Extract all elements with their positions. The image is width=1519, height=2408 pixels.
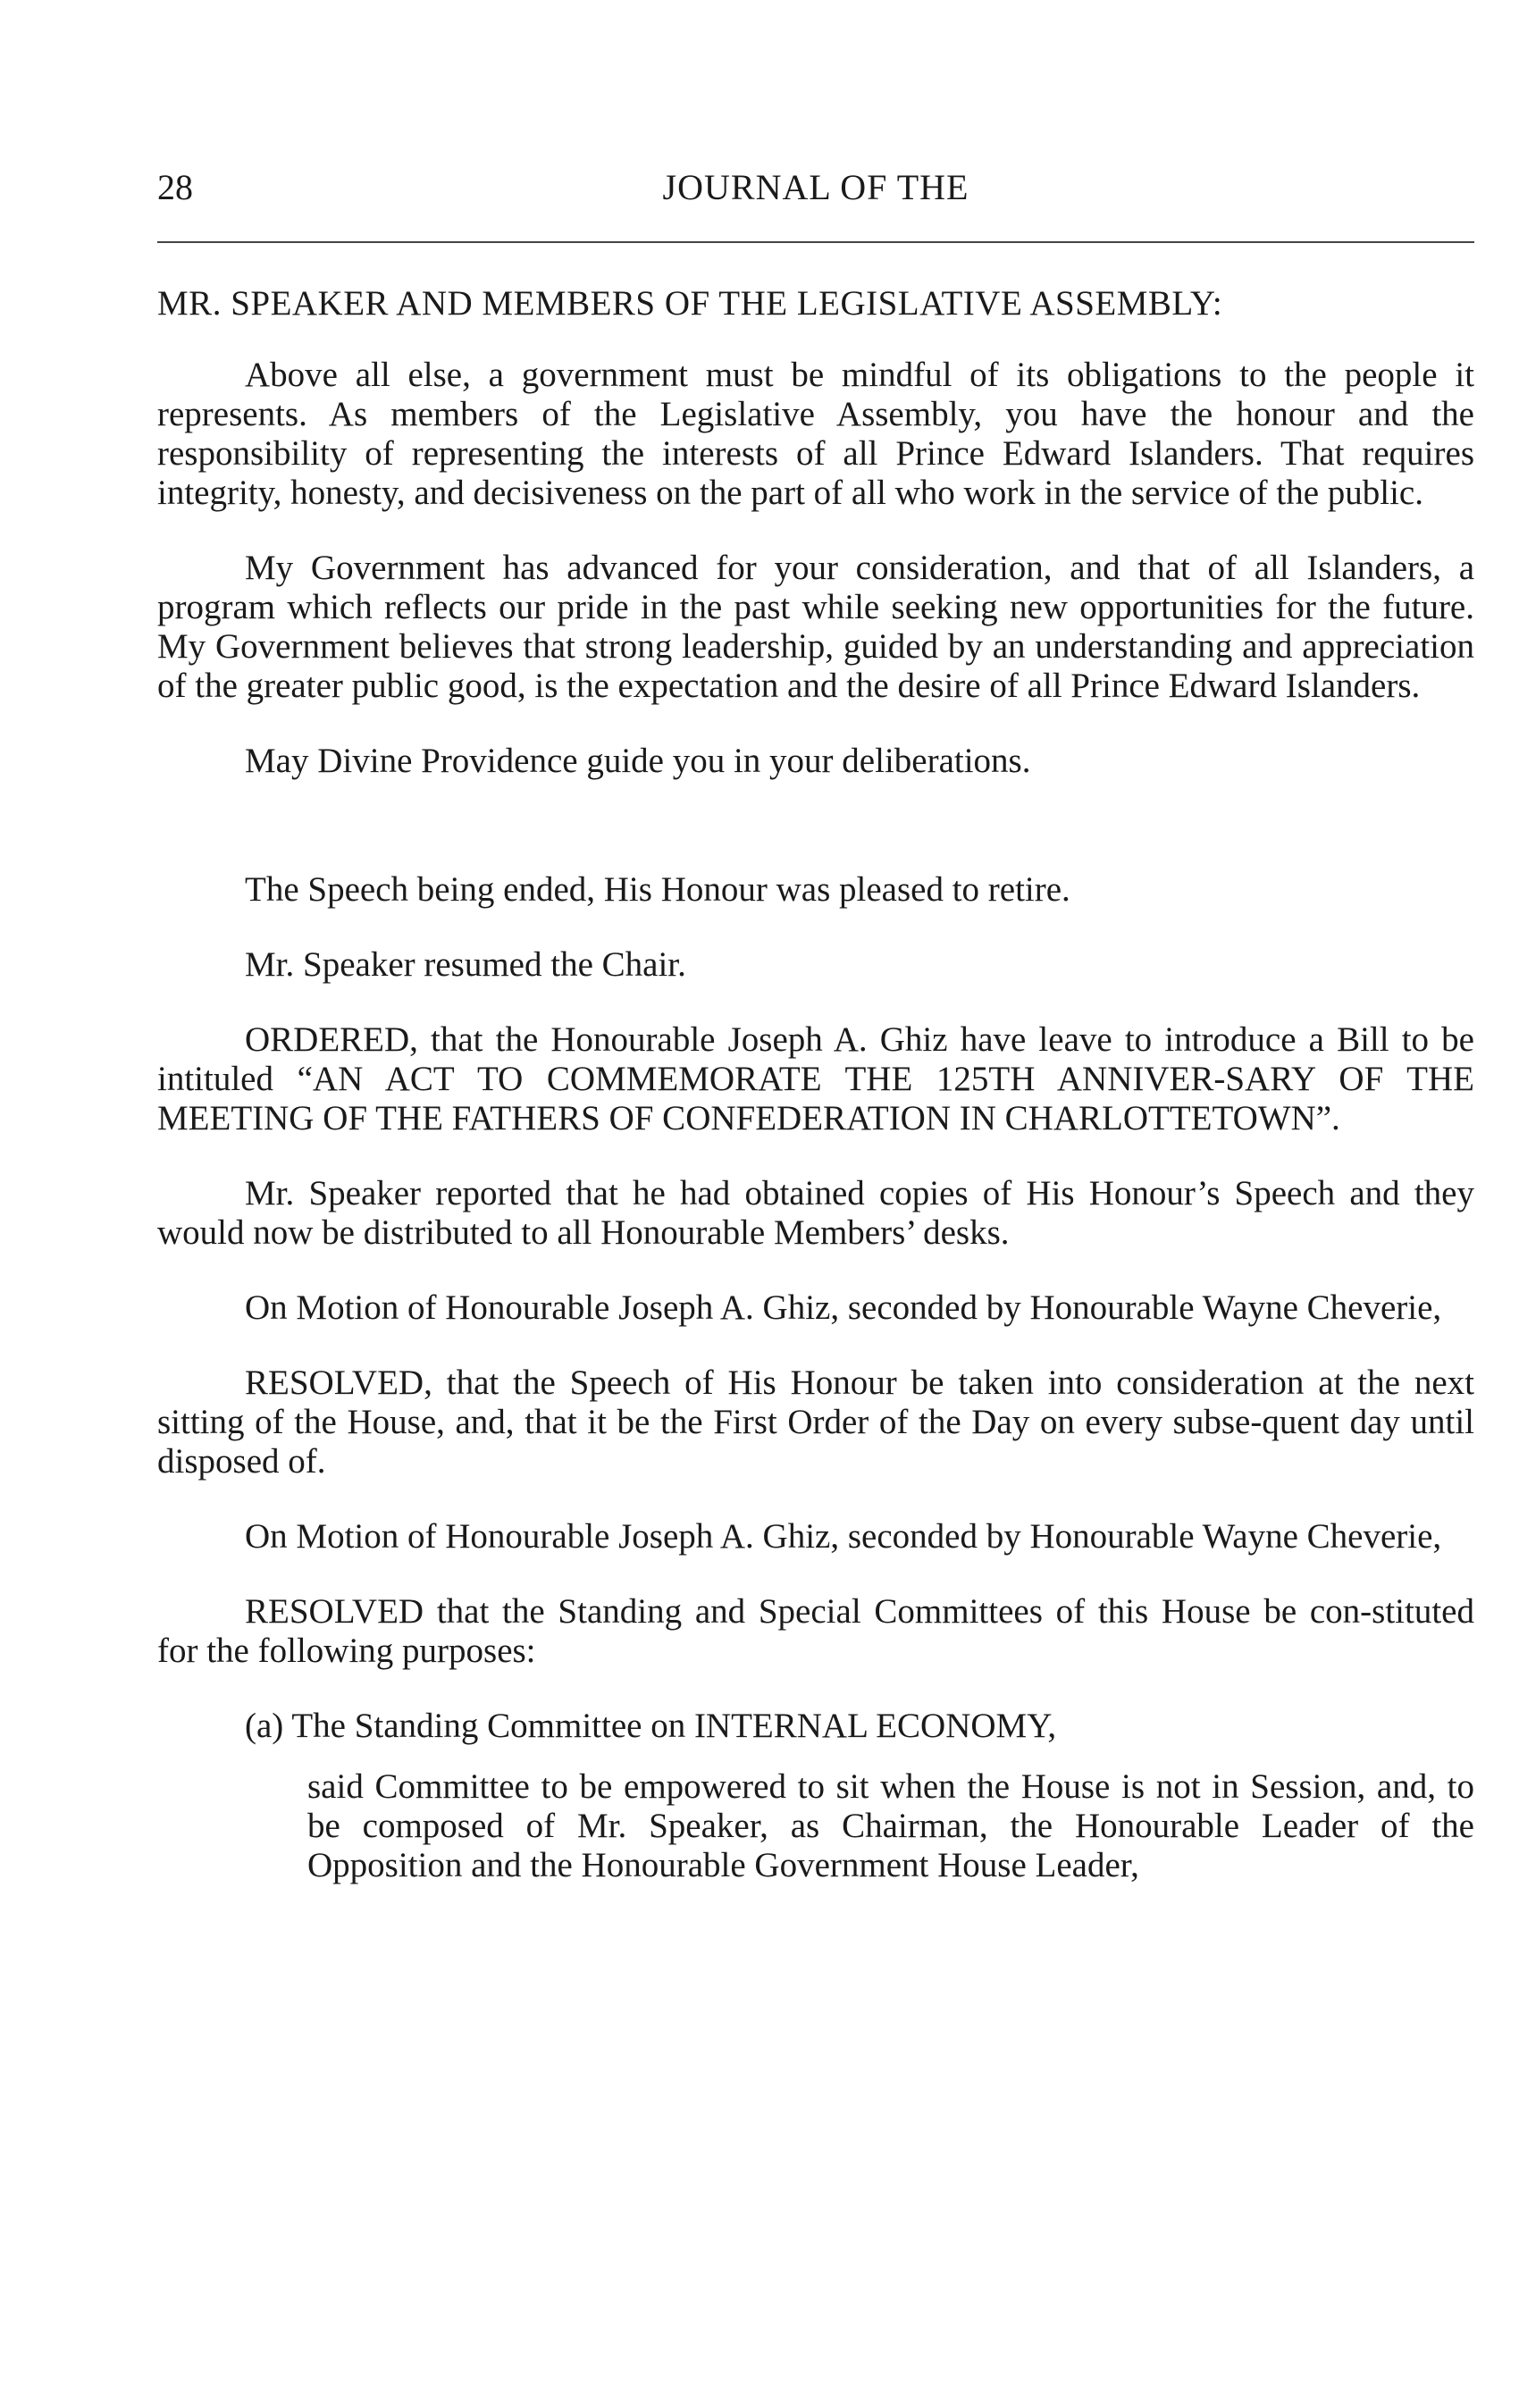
- paragraph-resolved-1: RESOLVED, that the Speech of His Honour be taken into consideration at the next sitting of the House, and, that it be the First Order of the Day on every subse-quent day until disposed of.: [157, 1363, 1474, 1481]
- header-rule: [157, 241, 1474, 243]
- paragraph-obligations: Above all else, a government must be mindful of its obligations to the people it represents. As members of the Legislative Assembly, you have the honour and the responsibility of representing the interests of all Prince Edward Islanders. That requires integrity, honesty, and decisiveness on the part of all who work in the service of the public.: [157, 356, 1474, 512]
- page-number: 28: [157, 167, 193, 207]
- paragraph-program: My Government has advanced for your consideration, and that of all Islanders, a program which reflects our pride in the past while seeking new opportunities for the future. My Government believes that strong leadership, guided by an understanding and appreciation of the greater public good, is the expectation and the desire of all Prince Edward Islanders.: [157, 549, 1474, 705]
- list-item-a-detail: said Committee to be empowered to sit when the House is not in Session, and, to be composed of Mr. Speaker, as Chairman, the Honourable Leader of the Opposition and the Honourable Government House Leader,: [307, 1767, 1474, 1884]
- paragraph-speaker-resumed: Mr. Speaker resumed the Chair.: [245, 945, 686, 984]
- paragraph-motion-2: On Motion of Honourable Joseph A. Ghiz, seconded by Honourable Wayne Cheverie,: [245, 1517, 1442, 1556]
- page-body: [157, 284, 1474, 1921]
- address-heading: MR. SPEAKER AND MEMBERS OF THE LEGISLATIVE ASSEMBLY:: [157, 284, 1223, 323]
- paragraph-speaker-reported: Mr. Speaker reported that he had obtained copies of His Honour’s Speech and they would now be distributed to all Honourable Members’ desks.: [157, 1174, 1474, 1252]
- page-header: [157, 164, 1474, 211]
- paragraph-motion-1: On Motion of Honourable Joseph A. Ghiz, seconded by Honourable Wayne Cheverie,: [245, 1288, 1442, 1327]
- paragraph-speech-ended: The Speech being ended, His Honour was pleased to retire.: [245, 870, 1070, 909]
- paragraph-resolved-2: RESOLVED that the Standing and Special Committees of this House be con-stituted for the following purposes:: [157, 1592, 1474, 1670]
- paragraph-divine-providence: May Divine Providence guide you in your deliberations.: [245, 742, 1031, 780]
- list-item-a: (a) The Standing Committee on INTERNAL ECONOMY,: [245, 1707, 1057, 1745]
- running-head: JOURNAL OF THE: [662, 167, 969, 207]
- paragraph-ordered: ORDERED, that the Honourable Joseph A. Ghiz have leave to introduce a Bill to be intituled “AN ACT TO COMMEMORATE THE 125TH ANNIVER-SARY OF THE MEETING OF THE FATHERS OF CONFEDERATION IN CHARLOTTETOWN”.: [157, 1020, 1474, 1137]
